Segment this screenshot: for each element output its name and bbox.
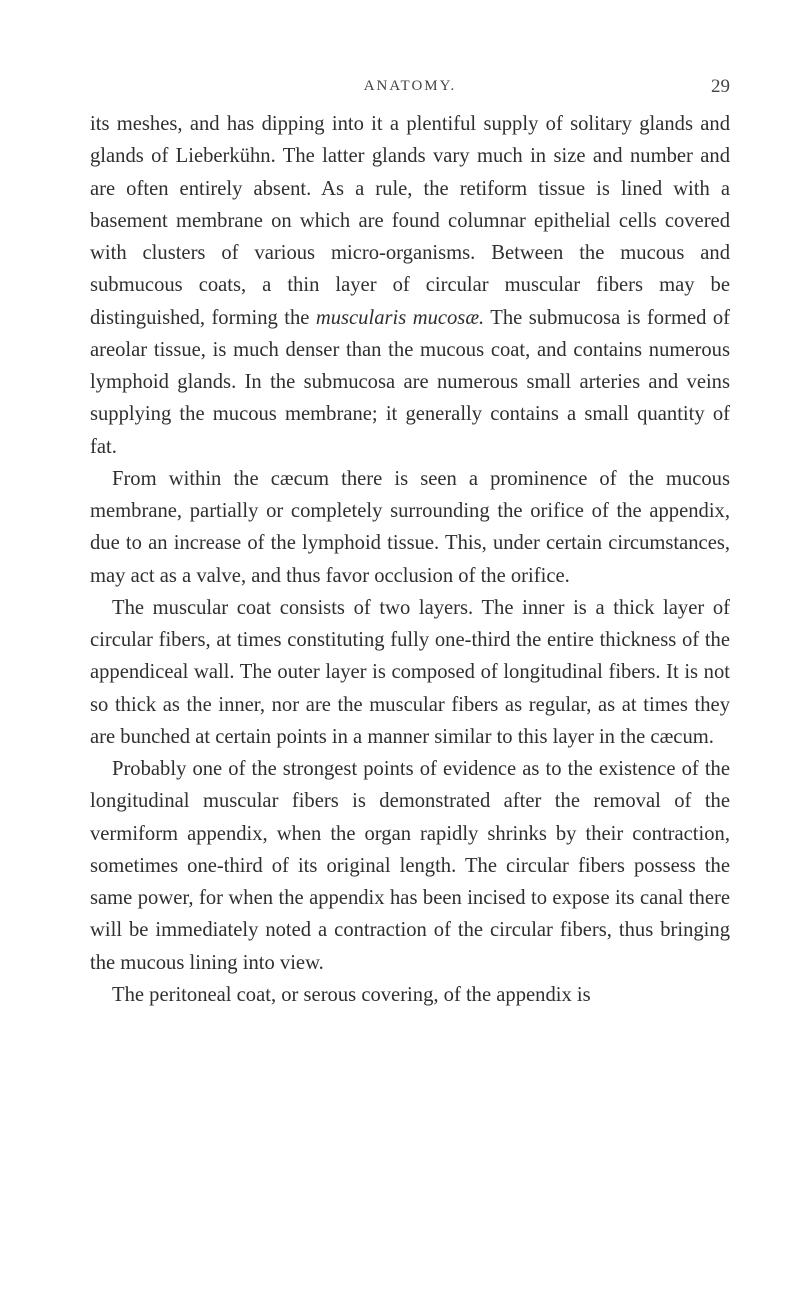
running-head xyxy=(90,78,730,102)
paragraph-text: The submucosa is formed of areolar tissue, is much denser than the mucous coat, and contains numerous lymphoid glands. In the submucosa are numerous small arteries and veins supplying the mucous membrane; it generally contains a small quantity of fat. xyxy=(90,306,731,458)
paragraph-text: its meshes, and has dipping into it a plentiful supply of solitary glands and glands of Lieberkühn. The latter glands vary much in size and number and are often entirely absent. As a rule, the retiform tissue is lined with a basement membrane on which are found columnar epithelial cells covered with clusters of various micro-organisms. Between the mucous and submucous coats, a thin layer of circular muscular fibers may be distinguished, forming the xyxy=(90,113,730,329)
paragraph-caecum-valve: From within the cæcum there is seen a prominence of the mucous membrane, partially or completely surrounding the orifice of the appendix, due to an increase of the lymphoid tissue. This, under certain circumstances, may act as a valve, and thus favor occlusion of the orifice. xyxy=(90,467,730,587)
body-text xyxy=(90,108,730,1011)
paragraph-longitudinal-fibers: Probably one of the strongest points of evidence as to the existence of the longitudinal muscular fibers is demonstrated after the removal of the vermiform appendix, when the organ rapidly shrinks by their contraction, sometimes one-third of its original length. The circular fibers possess the same power, for when the appendix has been incised to expose its canal there will be immediately noted a contraction of the circular fibers, thus bringing the mucous lining into view. xyxy=(90,758,730,974)
paragraph-muscular-coat: The muscular coat consists of two layers. The inner is a thick layer of circular fibers, at times constituting fully one-third the entire thickness of the appendiceal wall. The outer layer is composed of longitudinal fibers. It is not so thick as the inner, nor are the muscular fibers as regular, as at times they are bunched at certain points in a manner similar to this layer in the cæcum. xyxy=(90,596,730,748)
running-title: ANATOMY. xyxy=(363,78,457,94)
paragraph-mucous-coat xyxy=(90,108,730,463)
page-number: 29 xyxy=(711,76,730,97)
italic-term: muscularis mucosæ. xyxy=(315,306,485,329)
paragraph-peritoneal-coat: The peritoneal coat, or serous covering, of the appendix is xyxy=(112,983,591,1006)
